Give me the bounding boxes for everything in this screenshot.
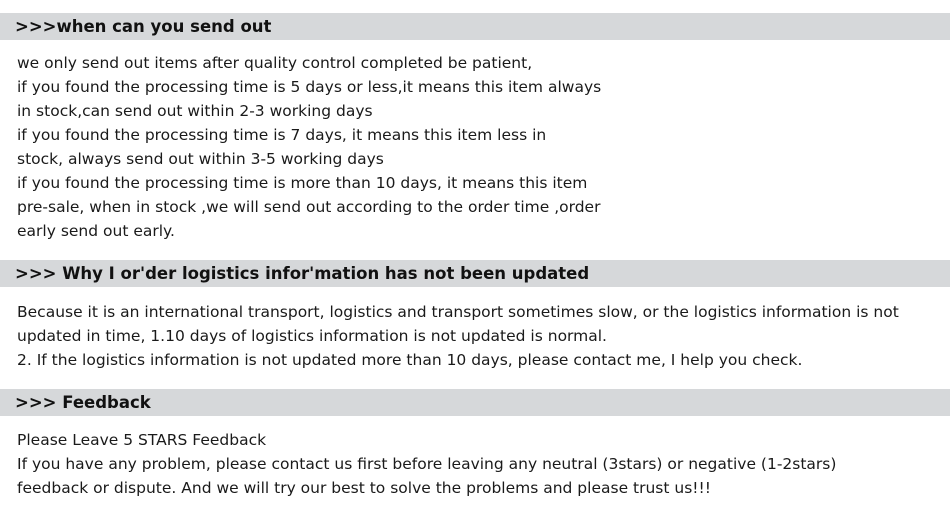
body-line: pre-sale, when in stock ,we will send out according to the order time ,order [17,198,601,216]
body-line: we only send out items after quality control completed be patient, [17,54,533,72]
section-body-send-out [17,51,940,243]
body-line: If you have any problem, please contact us first before leaving any neutral (3stars) or negative (1-2stars) [17,455,837,473]
body-line: updated in time, 1.10 days of logistics information is not updated is normal. [17,327,607,345]
section-heading-send-out: >>>when can you send out [0,13,950,40]
body-line: in stock,can send out within 2-3 working days [17,102,373,120]
body-line: if you found the processing time is 7 days, it means this item less in [17,126,547,144]
body-line: feedback or dispute. And we will try our best to solve the problems and please trust us!!! [17,479,711,497]
body-line: Because it is an international transport, logistics and transport sometimes slow, or the logistics information is not [17,303,899,321]
section-heading-logistics: >>> Why I or'der logistics infor'mation has not been updated [0,260,950,287]
body-line: if you found the processing time is 5 days or less,it means this item always [17,78,602,96]
section-body-feedback [17,428,940,500]
body-line: if you found the processing time is more than 10 days, it means this item [17,174,588,192]
body-line: Please Leave 5 STARS Feedback [17,431,267,449]
section-body-logistics [17,300,940,372]
section-heading-feedback: >>> Feedback [0,389,950,416]
body-line: 2. If the logistics information is not updated more than 10 days, please contact me, I help you check. [17,351,803,369]
body-line: stock, always send out within 3-5 working days [17,150,384,168]
body-line: early send out early. [17,222,175,240]
